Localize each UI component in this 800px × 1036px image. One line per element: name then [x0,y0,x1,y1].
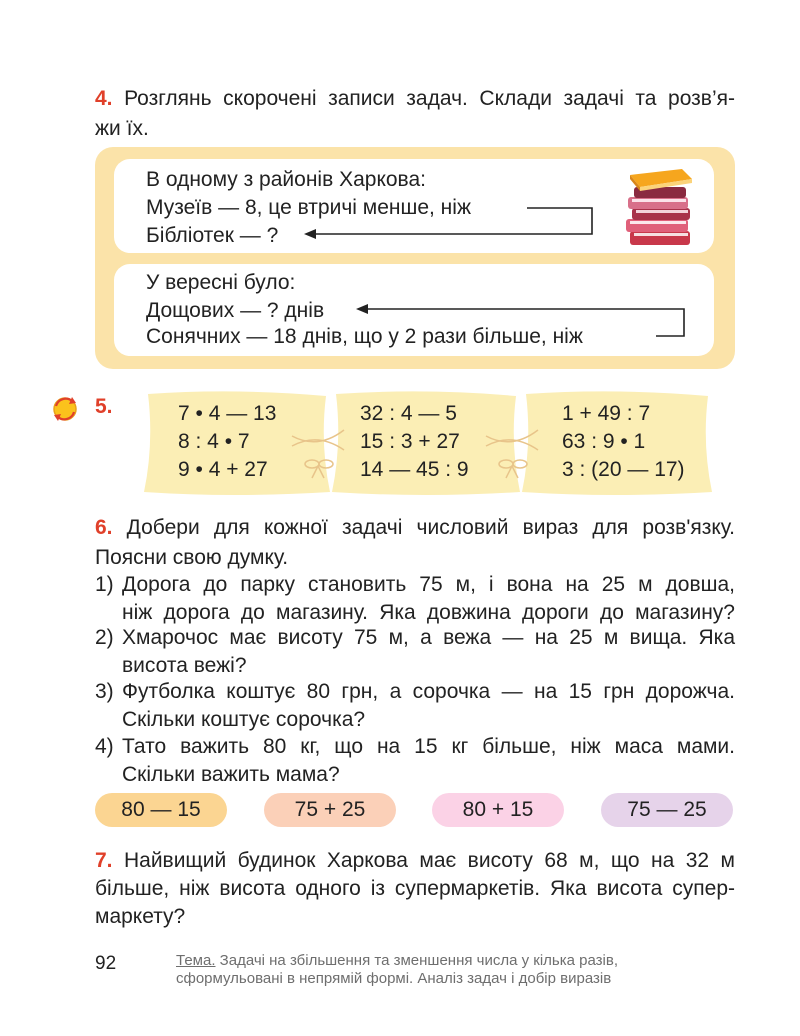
ex5-column-3 [562,400,685,484]
ex5-expression: 14 — 45 : 9 [360,458,469,481]
ex5-expression: 1 + 49 : 7 [562,402,651,425]
ex5-expression: 63 : 9 • 1 [562,430,646,453]
page-number: 92 [95,953,117,974]
ex4-number: 4. [95,87,113,110]
ex5-expression: 3 : (20 — 17) [562,458,685,481]
ex6-item-text: ніж дорога до магазину. Яка довжина дороги до магазину? [122,601,735,624]
ex4-heading-line2: жи їх. [95,117,149,140]
ex6-expression-pill: 75 — 25 [601,793,733,827]
ex6-item-text: Скільки важить мама? [122,763,340,786]
ex6-item-text: Скільки коштує сорочка? [122,708,366,731]
bow-ribbon-icon [288,420,348,480]
ex7-line2: більше, ніж висота одного із супермаркетів. Яка висота супер- [95,877,735,900]
bow-ribbon-icon [482,420,542,480]
ex5-expression: 15 : 3 + 27 [360,430,460,453]
ex6-item-text: Тато важить 80 кг, що на 15 кг більше, ніж маса мами. [122,735,735,758]
ex5-expression: 8 : 4 • 7 [178,430,250,453]
footer-topic-line2: сформульовані в непрямій формі. Аналіз задач і добір виразів [176,970,612,987]
ex6-number: 6. [95,516,113,539]
ex4-task1-line1: В одному з районів Харкова: [146,168,426,191]
ex5-expression: 9 • 4 + 27 [178,458,268,481]
ex4-task2-line3: Сонячних — 18 днів, що у 2 рази більше, ніж [146,325,583,348]
ex4-task2-arrow [0,0,800,400]
ex4-task1-line2: Музеїв — 8, це втричі менше, ніж [146,196,471,219]
ex7-text: Найвищий будинок Харкова має висоту 68 м, що на 32 м [123,849,735,872]
ex6-expression-pill: 75 + 25 [264,793,396,827]
ex5-expression: 7 • 4 — 13 [178,402,277,425]
ex6-expression-pill: 80 + 15 [432,793,564,827]
ex4-task2-line2: Дощових — ? днів [146,299,325,322]
ex5-number: 5. [95,395,113,418]
footer-topic-label: Тема. [176,952,216,969]
ex4-task1-line3: Бібліотек — ? [146,224,279,247]
ex6-item-number: 4) [95,735,114,758]
footer-topic-line1 [176,952,618,970]
ex6-heading-text: Добери для кожної задачі числовий вираз для розв'язку. [126,516,735,539]
ex6-item-number: 1) [95,573,114,596]
ex6-item-number: 3) [95,680,114,703]
ex4-heading-text: Розглянь скорочені записи задач. Склади задачі та розв’я- [124,87,735,110]
ex6-item-text: Хмарочос має висоту 75 м, а вежа — на 25 м вища. Яка [122,626,735,649]
ex7-line1 [95,846,735,876]
ex7-number: 7. [95,849,113,872]
ex6-item-number: 2) [95,626,114,649]
ex7-line3: маркету? [95,905,186,928]
ex6-item-text: Футболка коштує 80 грн, а сорочка — на 15 грн дорожча. [122,680,735,703]
ex5-column-2 [360,400,469,484]
ex6-item-text: висота вежі? [122,654,247,677]
ex6-heading-line1 [95,513,735,543]
ex4-task2-line1: У вересні було: [146,271,296,294]
ex6-expression-pill: 80 — 15 [95,793,227,827]
ex6-item-text: Дорога до парку становить 75 м, і вона на 25 м довша, [122,573,735,596]
ex5-expression: 32 : 4 — 5 [360,402,457,425]
circular-arrows-icon [50,394,80,424]
ex5-column-1 [178,400,276,484]
ex6-heading-line2: Поясни свою думку. [95,546,289,569]
footer-topic-text: Задачі на збільшення та зменшення числа у кілька разів, [215,952,618,969]
